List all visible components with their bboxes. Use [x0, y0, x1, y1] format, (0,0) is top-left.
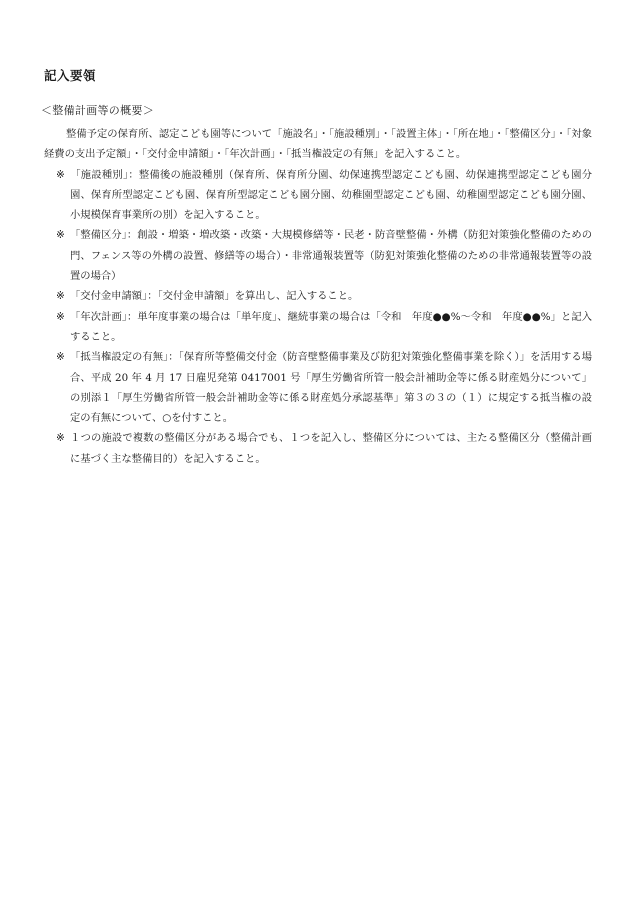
note-text: 「交付金申請額」：「交付金申請額」を算出し、記入すること。 — [70, 290, 359, 303]
note-maintenance-category — [44, 225, 592, 286]
note-facility-type — [44, 165, 592, 226]
note-mark: ※ — [56, 310, 65, 323]
note-mark: ※ — [56, 351, 65, 364]
note-grant-amount — [44, 286, 592, 306]
note-multiple-categories — [44, 428, 592, 469]
section-heading: ＜整備計画等の概要＞ — [41, 104, 154, 117]
note-text: 「施設種別」：整備後の施設種別（保育所、保育所分園、幼保連携型認定こども園、幼保連携型認定こども園分園、保育所型認定こども園、保育所型認定こども園分園、幼稚園型認定こども園、幼稚園型認定こども園分園、小規模保育事業所の別）を記入すること。 — [70, 168, 592, 222]
note-text: １つの施設で複数の整備区分がある場合でも、１つを記入し、整備区分については、主たる整備区分（整備計画に基づく主な整備目的）を記入すること。 — [70, 432, 592, 465]
note-mortgage — [44, 347, 592, 428]
note-mark: ※ — [56, 432, 65, 445]
note-text: 「抵当権設定の有無」：「保育所等整備交付金（防音壁整備事業及び防犯対策強化整備事業を除く）」を活用する場合、平成 20 年 4 月 17 日雇児発第 0417001 号「厚生労働省所管一般会計補助金等に係る財産処分について」の別添１「厚生労働省所管一般会計補助金等に係る財産処分承認基準」第３の３の（１）に規定する抵当権の設定の有無について、○を付すこと。 — [70, 351, 592, 425]
note-mark: ※ — [56, 290, 65, 303]
document-title: 記入要領 — [44, 68, 97, 83]
note-mark: ※ — [56, 229, 65, 242]
note-text: 「年次計画」：単年度事業の場合は「単年度」、継続事業の場合は「令和 年度●●%～令和 年度●●%」と記入すること。 — [70, 310, 592, 343]
note-annual-plan — [44, 307, 592, 348]
intro-paragraph: 整備予定の保育所、認定こども園等について「施設名」・「施設種別」・「設置主体」・「所在地」・「整備区分」・「対象経費の支出予定額」・「交付金申請額」・「年次計画」・「抵当権設定の有無」を記入すること。 — [44, 128, 592, 161]
note-text: 「整備区分」：創設・増築・増改築・改築・大規模修繕等・民老・防音壁整備・外構（防犯対策強化整備のための門、フェンス等の外構の設置、修繕等の場合）・非常通報装置等（防犯対策強化整備のための非常通報装置等の設置の場合） — [70, 229, 592, 283]
document-body — [44, 124, 592, 469]
note-mark: ※ — [56, 168, 65, 181]
